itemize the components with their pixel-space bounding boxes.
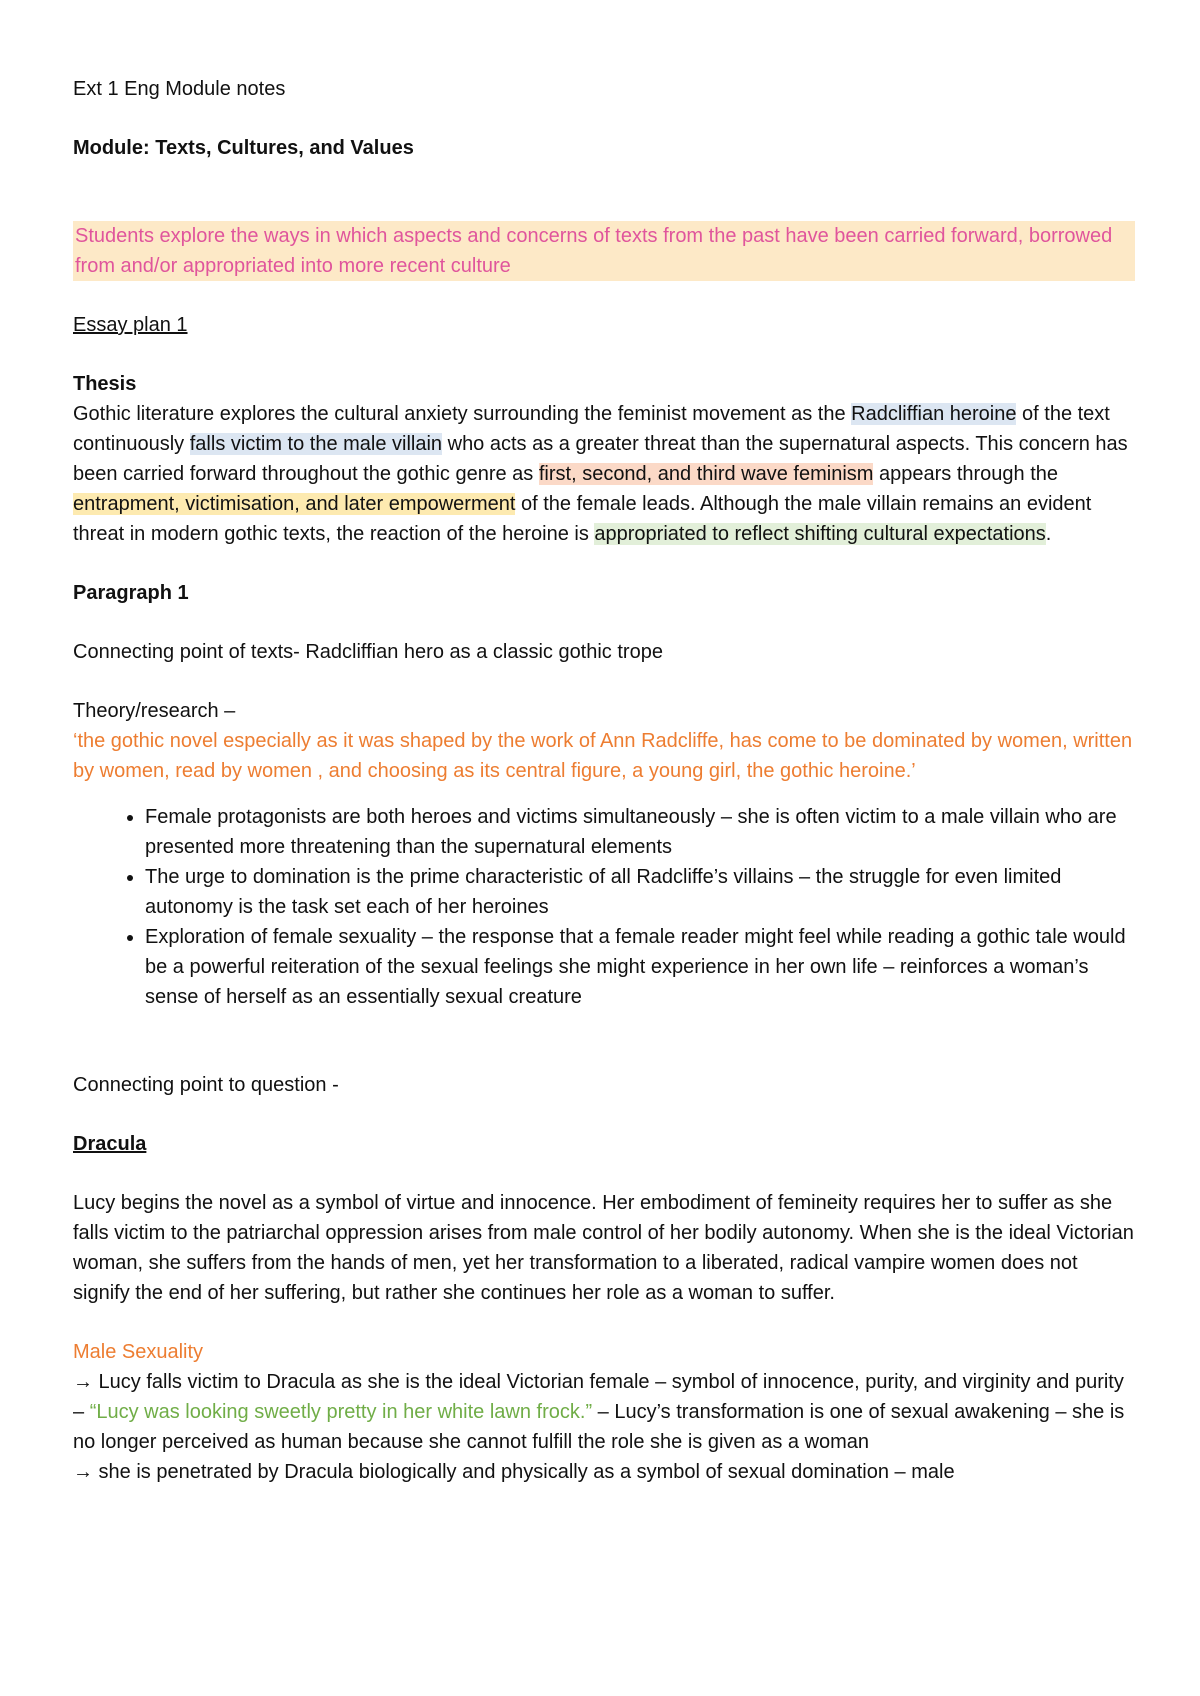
list-item: • Exploration of female sexuality – the response that a female reader might feel while reading a gothic tale would be a powerful reiteration of the sexual feelings she might experience in her own life – reinforces a woman’s sense of herself as an essentially sexual creature [145, 922, 1135, 1012]
dracula-point-2: → she is penetrated by Dracula biologically and physically as a symbol of sexual domination – male [73, 1461, 955, 1483]
document-page [73, 74, 1135, 1487]
list-item: • Female protagonists are both heroes and victims simultaneously – she is often victim to a male villain who are presented more threatening than the supernatural elements [145, 802, 1135, 862]
connecting-point-texts: Connecting point of texts- Radcliffian hero as a classic gothic trope [73, 641, 663, 663]
highlight-appropriated: appropriated to reflect shifting cultural expectations [594, 523, 1046, 545]
highlight-entrapment: entrapment, victimisation, and later empowerment [73, 493, 516, 515]
connecting-point-question: Connecting point to question - [73, 1074, 339, 1096]
module-aim: Students explore the ways in which aspects and concerns of texts from the past have been carried forward, borrowed from and/or appropriated into more recent culture [73, 221, 1135, 281]
paragraph1-heading: Paragraph 1 [73, 582, 189, 604]
dracula-point-1: → Lucy falls victim to Dracula as she is the ideal Victorian female – symbol of innocence, purity, and virginity and purity – “Lucy was looking sweetly pretty in her white lawn frock.” – Lucy’s transformation is one of sexual awakening – she is no longer perceived as human because she cannot fulfill the role she is given as a woman [73, 1371, 1125, 1453]
thesis-heading: Thesis [73, 373, 137, 395]
module-heading: Module: Texts, Cultures, and Values [73, 137, 414, 159]
list-item: • The urge to domination is the prime characteristic of all Radcliffe’s villains – the struggle for even limited autonomy is the task set each of her heroines [145, 862, 1135, 922]
essay-plan-heading: Essay plan 1 [73, 314, 188, 336]
male-sexuality-heading: Male Sexuality [73, 1341, 204, 1363]
theory-label: Theory/research – [73, 700, 236, 722]
dracula-summary: Lucy begins the novel as a symbol of virtue and innocence. Her embodiment of femineity requires her to suffer as she falls victim to the patriarchal oppression arises from male control of her bodily autonomy. When she is the ideal Victorian woman, she suffers from the hands of men, yet her transformation to a liberated, radical vampire women does not signify the end of her suffering, but rather she continues her role as a woman to suffer. [73, 1192, 1134, 1304]
highlight-radcliffian-heroine: Radcliffian heroine [851, 403, 1017, 425]
arrow-right-icon: → [73, 1371, 93, 1393]
theory-quote: ‘the gothic novel especially as it was shaped by the work of Ann Radcliffe, has come to be dominated by women, written by women, read by women , and choosing as its central figure, a young girl, the gothic heroine.’ [73, 730, 1133, 782]
thesis-text: Gothic literature explores the cultural anxiety surrounding the feminist movement as the Radcliffian heroine of the text continuously falls victim to the male villain who acts as a greater threat than the supernatural aspects. This concern has been carried forward throughout the gothic genre as first, second, and third wave feminism appears through the entrapment, victimisation, and later empowerment of the female leads. Although the male villain remains an evident threat in modern gothic texts, the reaction of the heroine is appropriated to reflect shifting cultural expectations. [73, 403, 1128, 545]
arrow-right-icon: → [73, 1461, 93, 1483]
highlight-male-villain: falls victim to the male villain [189, 433, 443, 455]
highlight-feminism-waves: first, second, and third wave feminism [538, 463, 874, 485]
doc-title: Ext 1 Eng Module notes [73, 78, 286, 100]
dracula-heading: Dracula [73, 1133, 147, 1155]
research-bullet-list [73, 802, 1135, 1012]
dracula-quote: “Lucy was looking sweetly pretty in her white lawn frock.” [89, 1401, 593, 1423]
